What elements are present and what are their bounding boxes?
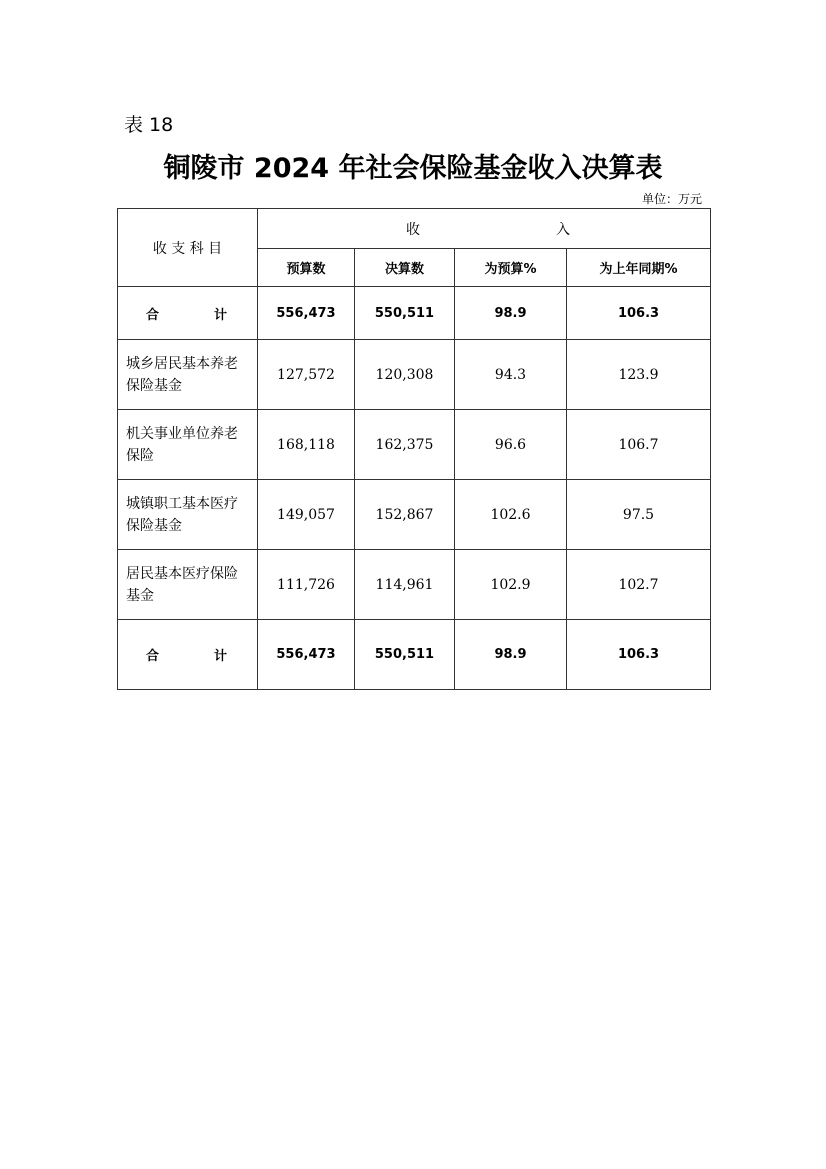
row-budget: 168,118: [258, 410, 355, 480]
total-pct-last-year: 106.3: [567, 287, 711, 340]
row-final: 152,867: [355, 480, 455, 550]
row-pct-last-year: 106.7: [567, 410, 711, 480]
subject-header-label: 收 支 科 目: [152, 240, 223, 257]
page-title: 铜陵市 2024 年社会保险基金收入决算表: [163, 153, 663, 184]
subject-header: [118, 209, 258, 287]
row-final: 114,961: [355, 550, 455, 620]
row-budget: 149,057: [258, 480, 355, 550]
total-row-top: [118, 287, 711, 340]
row-budget: 127,572: [258, 340, 355, 410]
row-final: 120,308: [355, 340, 455, 410]
table-row: [118, 340, 711, 410]
row-pct-budget: 102.9: [455, 550, 567, 620]
row-pct-last-year: 123.9: [567, 340, 711, 410]
total-pct-last-year: 106.3: [567, 620, 711, 690]
total-label-char-1: 合: [146, 307, 160, 323]
income-header: [258, 209, 711, 249]
col-header-pct-budget: 为预算%: [455, 249, 567, 287]
fund-income-table: [117, 208, 711, 690]
total-final: 550,511: [355, 287, 455, 340]
row-pct-budget: 94.3: [455, 340, 567, 410]
col-header-budget: 预算数: [258, 249, 355, 287]
col-header-pct-last-year: 为上年同期%: [567, 249, 711, 287]
total-final: 550,511: [355, 620, 455, 690]
row-pct-last-year: 102.7: [567, 550, 711, 620]
header-row: [118, 209, 711, 249]
total-budget: 556,473: [258, 620, 355, 690]
total-label-char-2: 计: [213, 649, 227, 664]
table-number: 表 18: [124, 114, 174, 136]
table-row: [118, 550, 711, 620]
total-label: [118, 287, 258, 340]
total-label: [118, 620, 258, 690]
total-row-bottom: [118, 620, 711, 690]
unit-label: 单位：万元: [641, 192, 702, 206]
row-name: 机关事业单位养老保险: [118, 410, 258, 480]
row-name: 居民基本医疗保险基金: [118, 550, 258, 620]
table-row: [118, 480, 711, 550]
row-final: 162,375: [355, 410, 455, 480]
income-header-char-1: 收: [406, 221, 420, 238]
total-pct-budget: 98.9: [455, 620, 567, 690]
row-pct-budget: 96.6: [455, 410, 567, 480]
total-pct-budget: 98.9: [455, 287, 567, 340]
row-pct-budget: 102.6: [455, 480, 567, 550]
row-pct-last-year: 97.5: [567, 480, 711, 550]
total-label-char-1: 合: [146, 649, 160, 664]
total-budget: 556,473: [258, 287, 355, 340]
row-name: 城镇职工基本医疗保险基金: [118, 480, 258, 550]
income-header-char-2: 入: [556, 221, 570, 238]
row-name: 城乡居民基本养老保险基金: [118, 340, 258, 410]
row-budget: 111,726: [258, 550, 355, 620]
col-header-final: 决算数: [355, 249, 455, 287]
table-row: [118, 410, 711, 480]
total-label-char-2: 计: [213, 307, 227, 323]
